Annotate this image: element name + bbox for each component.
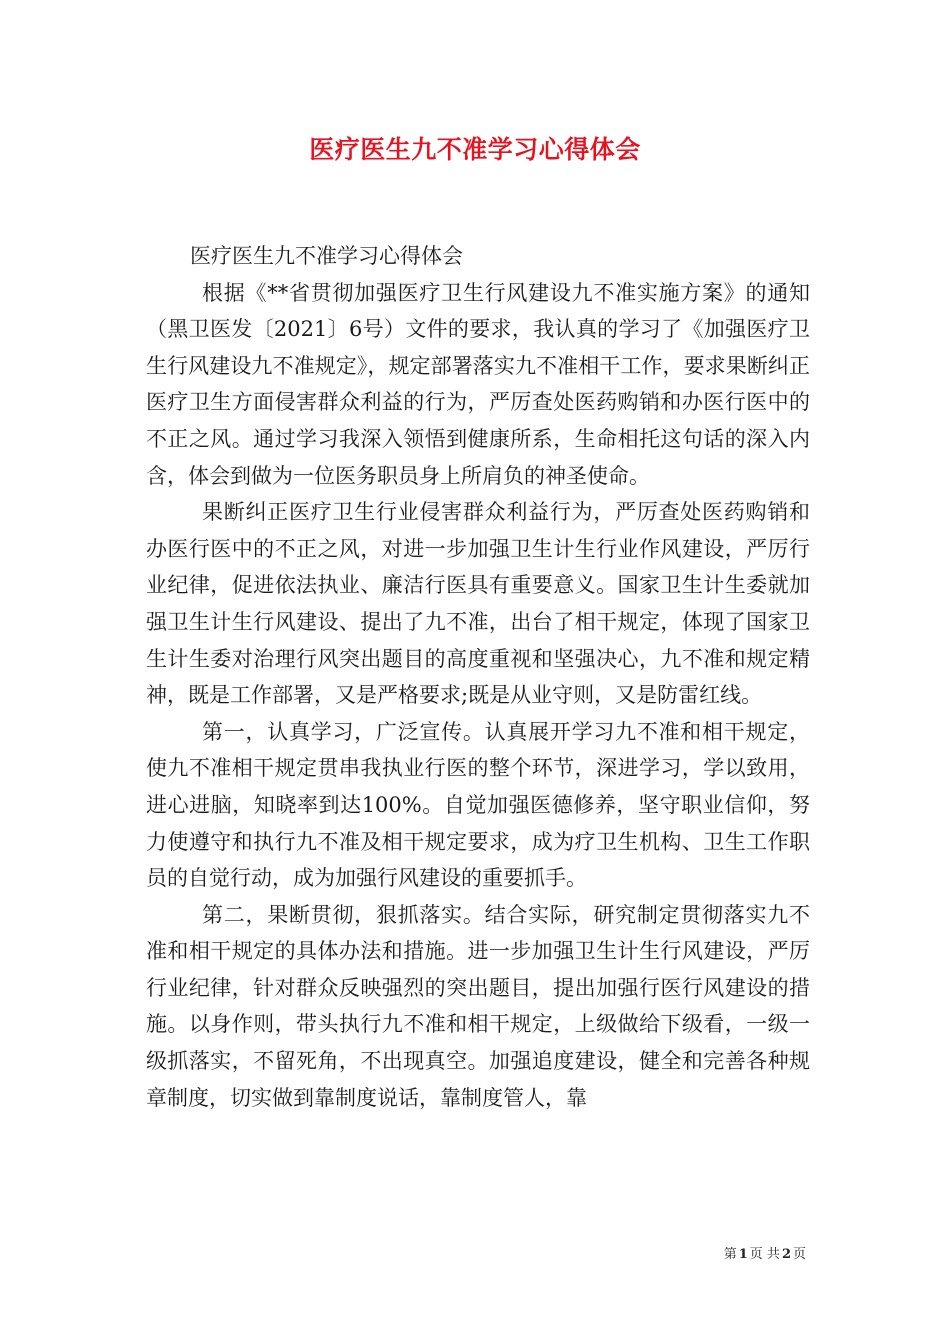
page-footer xyxy=(724,1247,806,1263)
total-page-number: 2 xyxy=(781,1247,791,1262)
paragraph: 果断纠正医疗卫生行业侵害群众利益行为，严厉查处医药购销和办医行医中的不正之风，对进一步加强卫生计生行业作风建设，严厉行业纪律，促进依法执业、廉洁行医具有重要意义。国家卫生计生委就加强卫生计生行风建设、提出了九不准，出台了相干规定，体现了国家卫生计生委对治理行风突出题目的高度重视和坚强决心，九不准和规定精神，既是工作部署，又是严格要求;既是从业守则，又是防雷红线。 xyxy=(146,500,810,708)
paragraph: 根据《**省贯彻加强医疗卫生行风建设九不准实施方案》的通知（黑卫医发〔2021〕6号）文件的要求，我认真的学习了《加强医疗卫生行风建设九不准规定》，规定部署落实九不准相干工作，要求果断纠正医疗卫生方面侵害群众利益的行为，严厉查处医药购销和办医行医中的不正之风。通过学习我深入领悟到健康所系，生命相托这句话的深入内含，体会到做为一位医务职员身上所肩负的神圣使命。 xyxy=(146,280,810,488)
paragraph: 第一，认真学习，广泛宣传。认真展开学习九不准和相干规定，使九不准相干规定贯串我执业行医的整个环节，深进学习，学以致用，进心进脑，知晓率到达100%。自觉加强医德修养，坚守职业信仰，努力使遵守和执行九不准及相干规定要求，成为疗卫生机构、卫生工作职员的自觉行动，成为加强行风建设的重要抓手。 xyxy=(146,719,810,891)
footer-middle: 页 共 xyxy=(749,1247,780,1262)
document-title: 医疗医生九不准学习心得体会 xyxy=(309,135,641,164)
document-subtitle: 医疗医生九不准学习心得体会 xyxy=(190,244,463,268)
footer-suffix: 页 xyxy=(792,1247,806,1262)
document-body xyxy=(146,238,810,1116)
footer-prefix: 第 xyxy=(723,1247,737,1262)
current-page-number: 1 xyxy=(738,1247,748,1262)
paragraph: 第二，果断贯彻，狠抓落实。结合实际，研究制定贯彻落实九不准和相干规定的具体办法和措施。进一步加强卫生计生行风建设，严厉行业纪律，针对群众反映强烈的突出题目，提出加强行医行风建设的措施。以身作则，带头执行九不准和相干规定，上级做给下级看，一级一级抓落实，不留死角，不出现真空。加强追度建设，健全和完善各种规章制度，切实做到靠制度说话，靠制度管人，靠 xyxy=(146,902,810,1110)
